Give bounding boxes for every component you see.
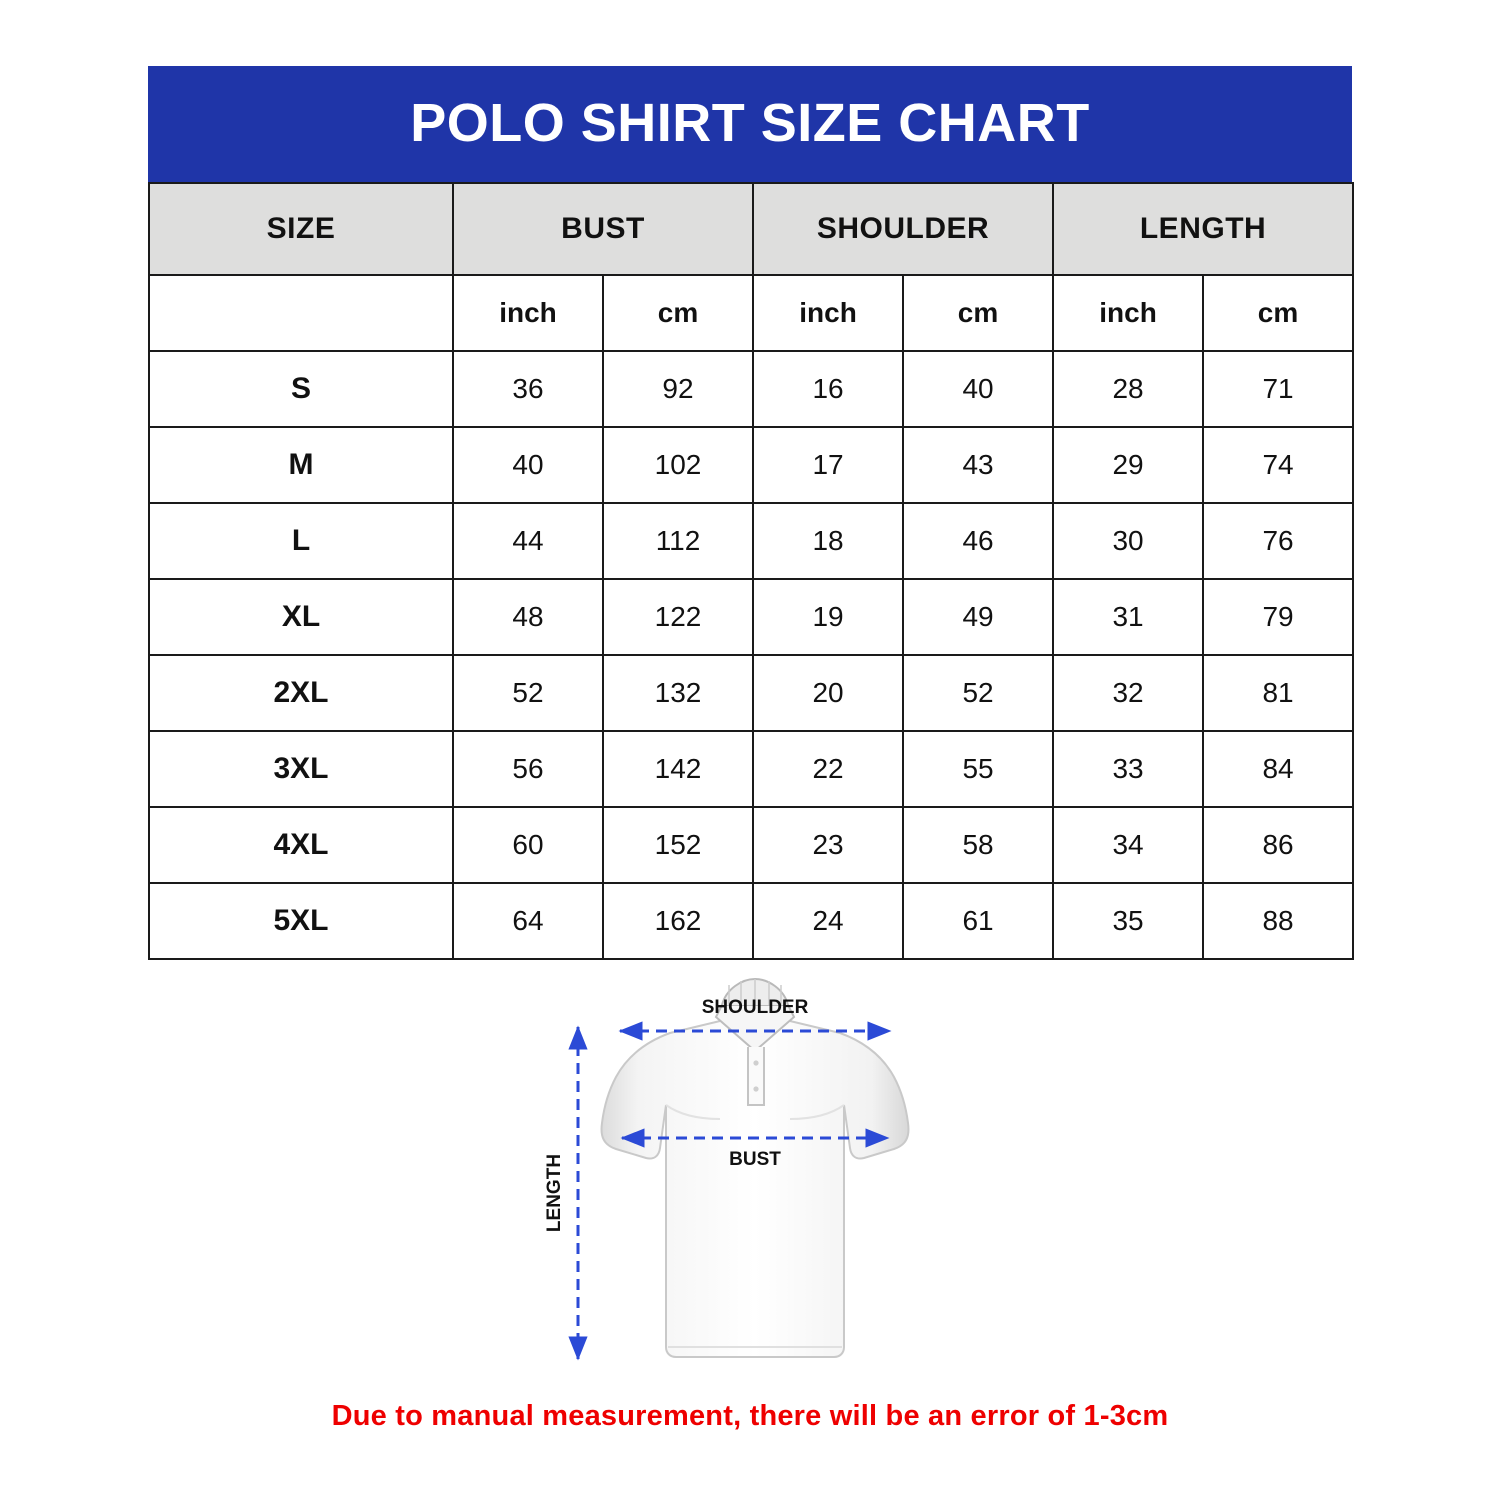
row-length-cm: 76 <box>1203 503 1353 579</box>
row-bust-cm: 142 <box>603 731 753 807</box>
measurement-diagram <box>520 955 990 1375</box>
row-shoulder-inch: 18 <box>753 503 903 579</box>
row-bust-cm: 162 <box>603 883 753 959</box>
row-bust-inch: 52 <box>453 655 603 731</box>
row-length-cm: 88 <box>1203 883 1353 959</box>
row-length-inch: 28 <box>1053 351 1203 427</box>
header-shoulder: SHOULDER <box>753 183 1053 275</box>
row-length-inch: 32 <box>1053 655 1203 731</box>
row-shoulder-inch: 22 <box>753 731 903 807</box>
row-shoulder-cm: 55 <box>903 731 1053 807</box>
row-size: XL <box>149 579 453 655</box>
measurement-note: Due to manual measurement, there will be an error of 1-3cm <box>331 1400 1169 1432</box>
size-chart-container <box>148 66 1352 960</box>
table-row <box>149 427 1353 503</box>
row-bust-inch: 60 <box>453 807 603 883</box>
row-shoulder-cm: 61 <box>903 883 1053 959</box>
row-bust-inch: 48 <box>453 579 603 655</box>
row-shoulder-inch: 24 <box>753 883 903 959</box>
row-bust-cm: 112 <box>603 503 753 579</box>
row-shoulder-inch: 17 <box>753 427 903 503</box>
row-length-inch: 29 <box>1053 427 1203 503</box>
table-group-header-row <box>149 183 1353 275</box>
row-bust-inch: 36 <box>453 351 603 427</box>
row-bust-cm: 122 <box>603 579 753 655</box>
table-row <box>149 655 1353 731</box>
table-row <box>149 503 1353 579</box>
row-shoulder-inch: 16 <box>753 351 903 427</box>
table-row <box>149 579 1353 655</box>
row-bust-inch: 64 <box>453 883 603 959</box>
table-unit-row <box>149 275 1353 351</box>
row-shoulder-cm: 58 <box>903 807 1053 883</box>
unit-shoulder-inch: inch <box>753 275 903 351</box>
length-label: LENGTH <box>544 1153 565 1233</box>
row-length-cm: 74 <box>1203 427 1353 503</box>
row-length-inch: 35 <box>1053 883 1203 959</box>
row-size: 4XL <box>149 807 453 883</box>
row-shoulder-inch: 20 <box>753 655 903 731</box>
row-length-cm: 81 <box>1203 655 1353 731</box>
row-length-cm: 79 <box>1203 579 1353 655</box>
row-size: L <box>149 503 453 579</box>
row-shoulder-cm: 46 <box>903 503 1053 579</box>
row-length-cm: 86 <box>1203 807 1353 883</box>
row-shoulder-cm: 52 <box>903 655 1053 731</box>
size-chart-table <box>148 182 1354 960</box>
row-shoulder-cm: 43 <box>903 427 1053 503</box>
header-bust: BUST <box>453 183 753 275</box>
table-row <box>149 351 1353 427</box>
row-length-inch: 34 <box>1053 807 1203 883</box>
row-bust-cm: 132 <box>603 655 753 731</box>
chart-title: POLO SHIRT SIZE CHART <box>148 66 1352 182</box>
row-length-inch: 33 <box>1053 731 1203 807</box>
table-row <box>149 883 1353 959</box>
row-size: 3XL <box>149 731 453 807</box>
row-shoulder-cm: 49 <box>903 579 1053 655</box>
row-size: 2XL <box>149 655 453 731</box>
row-bust-inch: 56 <box>453 731 603 807</box>
header-length: LENGTH <box>1053 183 1353 275</box>
row-length-inch: 30 <box>1053 503 1203 579</box>
row-length-cm: 71 <box>1203 351 1353 427</box>
unit-length-cm: cm <box>1203 275 1353 351</box>
row-shoulder-cm: 40 <box>903 351 1053 427</box>
row-bust-cm: 92 <box>603 351 753 427</box>
unit-bust-cm: cm <box>603 275 753 351</box>
row-size: S <box>149 351 453 427</box>
shoulder-label: SHOULDER <box>701 997 809 1018</box>
row-length-inch: 31 <box>1053 579 1203 655</box>
unit-length-inch: inch <box>1053 275 1203 351</box>
table-row <box>149 807 1353 883</box>
unit-blank <box>149 275 453 351</box>
bust-label: BUST <box>729 1149 781 1170</box>
row-length-cm: 84 <box>1203 731 1353 807</box>
row-size: M <box>149 427 453 503</box>
row-bust-inch: 40 <box>453 427 603 503</box>
row-bust-cm: 152 <box>603 807 753 883</box>
unit-bust-inch: inch <box>453 275 603 351</box>
row-shoulder-inch: 23 <box>753 807 903 883</box>
row-size: 5XL <box>149 883 453 959</box>
table-row <box>149 731 1353 807</box>
row-shoulder-inch: 19 <box>753 579 903 655</box>
unit-shoulder-cm: cm <box>903 275 1053 351</box>
header-size: SIZE <box>149 183 453 275</box>
row-bust-inch: 44 <box>453 503 603 579</box>
row-bust-cm: 102 <box>603 427 753 503</box>
